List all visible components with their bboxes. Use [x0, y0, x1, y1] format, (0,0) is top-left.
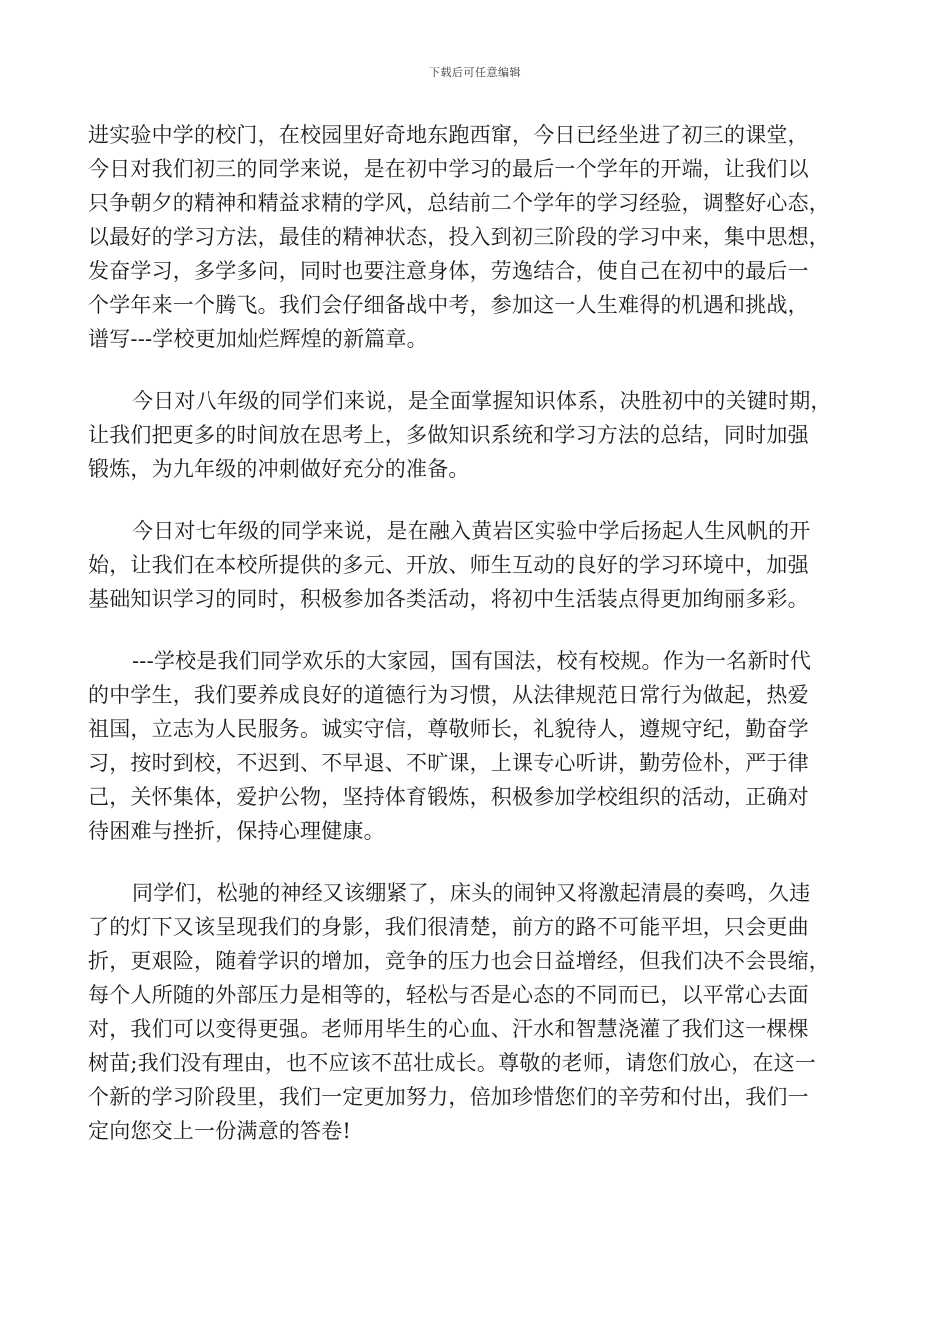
paragraph-gap [88, 486, 858, 514]
paragraph-gap [88, 616, 858, 644]
text-line: 的中学生，我们要养成良好的道德行为习惯，从法律规范日常行为做起，热爱 [88, 683, 809, 707]
text-line: 个新的学习阶段里，我们一定更加努力，倍加珍惜您们的辛劳和付出，我们一 [88, 1085, 809, 1109]
text-line: 基础知识学习的同时，积极参加各类活动，将初中生活装点得更加绚丽多彩。 [88, 587, 809, 611]
text-line: 只争朝夕的精神和精益求精的学风，总结前二个学年的学习经验，调整好心态， [88, 191, 830, 215]
text-line: 今日对八年级的同学们来说，是全面掌握知识体系，决胜初中的关键时期， [132, 389, 832, 413]
text-line: 祖国，立志为人民服务。诚实守信，尊敬师长，礼貌待人，遵规守纪，勤奋学 [88, 717, 809, 741]
paragraph [88, 118, 858, 356]
text-line: 待困难与挫折，保持心理健康。 [88, 819, 385, 843]
text-line: ---学校是我们同学欢乐的大家园，国有国法，校有校规。作为一名新时代 [132, 649, 812, 673]
text-line: 始，让我们在本校所提供的多元、开放、师生互动的良好的学习环境中，加强 [88, 553, 809, 577]
paragraph-gap [88, 356, 858, 384]
document-body [88, 118, 858, 1148]
text-line: 谱写---学校更加灿烂辉煌的新篇章。 [88, 327, 428, 351]
text-line: 树苗;我们没有理由，也不应该不茁壮成长。尊敬的老师，请您们放心，在这一 [88, 1051, 817, 1075]
paragraph [88, 384, 858, 486]
text-line: 个学年来一个腾飞。我们会仔细备战中考，参加这一人生难得的机遇和挑战， [88, 293, 809, 317]
text-line: 了的灯下又该呈现我们的身影，我们很清楚，前方的路不可能平坦，只会更曲 [88, 915, 809, 939]
text-line: 今日对七年级的同学来说，是在融入黄岩区实验中学后扬起人生风帆的开 [132, 519, 811, 543]
text-line: 今日对我们初三的同学来说，是在初中学习的最后一个学年的开端，让我们以 [88, 157, 809, 181]
text-line: 同学们，松驰的神经又该绷紧了，床头的闹钟又将激起清晨的奏鸣，久违 [132, 881, 811, 905]
paragraph [88, 514, 858, 616]
text-line: 让我们把更多的时间放在思考上，多做知识系统和学习方法的总结，同时加强 [88, 423, 809, 447]
header-note: 下载后可任意编辑 [429, 66, 521, 79]
text-line: 以最好的学习方法，最佳的精神状态，投入到初三阶段的学习中来，集中思想， [88, 225, 830, 249]
text-line: 进实验中学的校门，在校园里好奇地东跑西窜，今日已经坐进了初三的课堂， [88, 123, 809, 147]
text-line: 发奋学习，多学多问，同时也要注意身体，劳逸结合，使自己在初中的最后一 [88, 259, 809, 283]
text-line: 习，按时到校，不迟到、不早退、不旷课，上课专心听讲，勤劳俭朴，严于律 [88, 751, 809, 775]
text-line: 锻炼，为九年级的冲刺做好充分的准备。 [88, 457, 470, 481]
paragraph-gap [88, 848, 858, 876]
text-line: 折，更艰险，随着学识的增加，竞争的压力也会日益增经，但我们决不会畏缩， [88, 949, 830, 973]
paragraph [88, 644, 858, 848]
text-line: 己，关怀集体，爱护公物，坚持体育锻炼，积极参加学校组织的活动，正确对 [88, 785, 809, 809]
text-line: 每个人所随的外部压力是相等的，轻松与否是心态的不同而已，以平常心去面 [88, 983, 809, 1007]
paragraph [88, 876, 858, 1148]
text-line: 定向您交上一份满意的答卷! [88, 1119, 352, 1143]
text-line: 对，我们可以变得更强。老师用毕生的心血、汗水和智慧浇灌了我们这一棵棵 [88, 1017, 809, 1041]
